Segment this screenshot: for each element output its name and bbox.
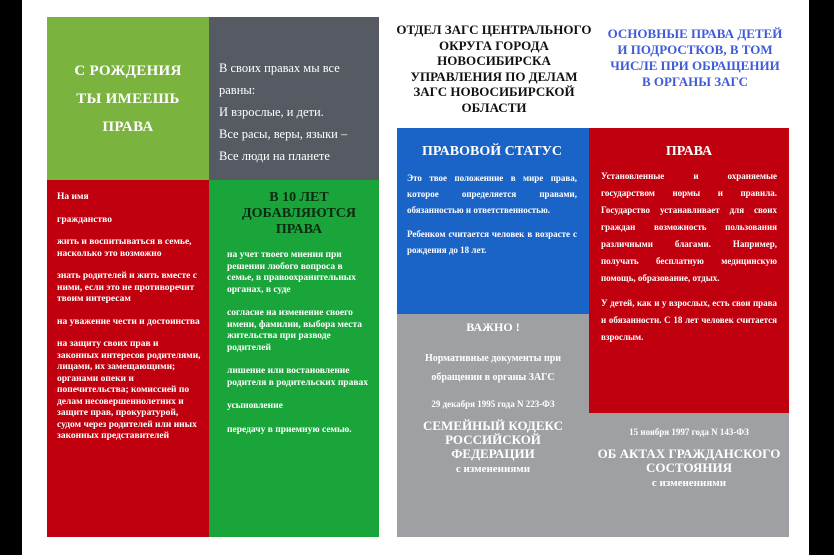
list-item: усыновление <box>227 401 283 411</box>
law-title: ОБ АКТАХ ГРАЖДАНСКОГО СОСТОЯНИЯ <box>597 446 781 475</box>
list-item: лишение или востановление родителя в родительских правах <box>227 366 368 388</box>
paragraph: Нормативные документы при обращении в органы ЗАГС <box>424 353 562 383</box>
brochure-title: ОСНОВНЫЕ ПРАВА ДЕТЕЙ И ПОДРОСТКОВ, В ТОМ ЧИСЛЕ ПРИ ОБРАЩЕНИИ В ОРГАНЫ ЗАГС <box>607 26 783 89</box>
paragraph: У детей, как и у взрослых, есть свои права и обязанности. С 18 лет человек считается взрослым. <box>601 298 777 342</box>
law-title: СЕМЕЙНЫЙ КОДЕКС РОССИЙСКОЙ ФЕДЕРАЦИИ <box>422 418 564 461</box>
banner-line: ПРАВА <box>102 118 154 135</box>
section-heading: В 10 ЛЕТ ДОБАВЛЯЮТСЯ ПРАВА <box>241 190 357 237</box>
list-item: гражданство <box>57 214 112 225</box>
civil-acts-law-block <box>589 413 789 537</box>
section-heading: ПРАВА <box>665 144 713 159</box>
section-heading: ПРАВОВОЙ СТАТУС <box>422 144 562 159</box>
age-ten-rights <box>209 180 379 537</box>
paragraph: Это твое положенние в мире права, которое определяется правами, обязанностью и ответственностью. <box>407 173 577 215</box>
law-date: 15 ноября 1997 года N 143-ФЗ <box>629 427 749 437</box>
paragraph: Ребенком считается человек в возрасте с рождения до 18 лет. <box>407 229 577 255</box>
rights-block <box>589 128 789 413</box>
poem-line: Все расы, веры, языки – <box>219 127 348 141</box>
poem-line: И взрослые, и дети. <box>219 105 324 119</box>
list-item: на уважение чести и достоинства <box>57 316 200 327</box>
poem-line: Все люди на планете <box>219 149 330 163</box>
poem-line: В своих правах мы все равны: <box>219 61 340 97</box>
list-item: знать родителей и жить вместе с ними, если это не противоречит твоим интересам <box>57 271 197 304</box>
law-subtitle: с изменениями <box>455 463 531 475</box>
law-subtitle: с изменениями <box>651 477 727 489</box>
office-title: ОТДЕЛ ЗАГС ЦЕНТРАЛЬНОГО ОКРУГА ГОРОДА НОВОСИБИРСКА УПРАВЛЕНИЯ ПО ДЕЛАМ ЗАГС НОВОСИБИРСКОЙ ОБЛАСТИ <box>396 22 592 115</box>
law-date: 29 декабря 1995 года N 223-ФЗ <box>431 399 555 409</box>
banner-line: С РОЖДЕНИЯ <box>74 62 182 79</box>
section-heading: ВАЖНО ! <box>466 320 520 334</box>
list-item: согласие на изменение своего имени, фамилии, выбора места жительства при разводе родителей <box>227 308 363 353</box>
birth-rights-list <box>47 180 209 537</box>
banner-line: ТЫ ИМЕЕШЬ <box>76 90 180 107</box>
equality-poem <box>209 17 379 180</box>
birth-rights-banner <box>47 17 209 180</box>
list-item: жить и воспитываться в семье, насколько это возможно <box>57 237 192 259</box>
important-block <box>397 314 589 537</box>
list-item: на защиту своих прав и законных интересов родителями, лицами, их замещающими; органами опеки и попечительства; комиссией по делам несовершеннолетних и защите прав, прокуратурой, судом через родителей или иных законных представителей <box>57 339 201 441</box>
list-item: На имя <box>57 192 89 202</box>
list-item: передачу в приемную семью. <box>227 424 352 435</box>
list-item: на учет твоего мнения при решении любого вопроса в семье, в правоохранительных органах, в суде <box>227 250 356 295</box>
legal-status-block <box>397 128 589 314</box>
paragraph: Установленные и охраняемые государством нормы и правила. Государство устанавливает для своих граждан возможность пользования различными благами. Например, получать бесплатную медицинскую помощь, образование, отдых. <box>601 171 777 283</box>
